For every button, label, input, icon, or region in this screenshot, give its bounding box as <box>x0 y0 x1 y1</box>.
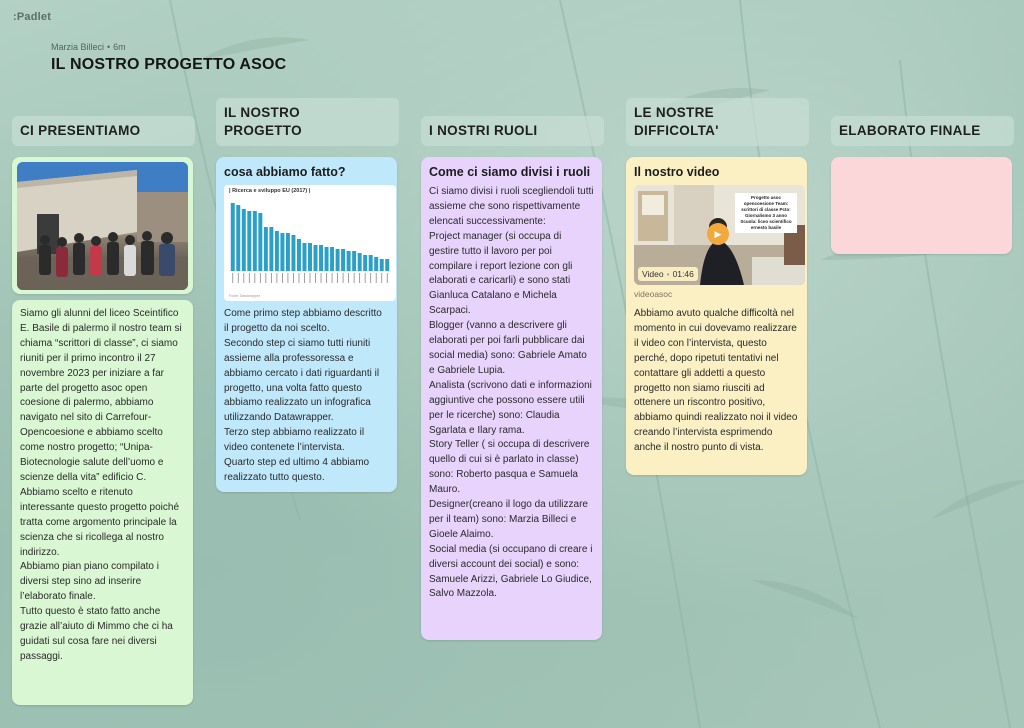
video-meta-separator: • <box>666 269 670 279</box>
chart-bar <box>374 257 378 271</box>
difficolta-text: Abbiamo avuto qualche difficoltà nel momento in cui dovevamo realizzare il video con l’intervista, questo perché, dopo ripetuti tentativi nel contattare gli addetti a questo progetto non siamo riusciti ad ottenere un riscontro positivo, abbiamo quindi realizzato noi il video creando l’intervista esprimendo anche il nostro punto di vista. <box>634 308 798 454</box>
presentiamo-text: Siamo gli alunni del liceo Sceintifico E. Basile di palermo il nostro team si chiama “scrittori di classe”, ci siamo riuniti per il primo incontro il 27 novembre 2023 per iniziare a far parte del progetto asoc open coesione di palermo, abbiamo navigato nel sito di Carrefour-Opencoesione e abbiamo scelto come nostro progetto; “Unipa-Biotecnologie salute dell’uomo e scienze della vita” edificio C. Abbiamo scelto e ritenuto interessante questo progetto poiché tratta come argomento principale la scienza che si ricollega al nostro indirizzo. Abbiamo pian piano compilato i diversi step sino ad inserire l’elaborato finale. Tutto questo è stato fatto anche grazie all’aiuto di Mimmo che ci ha guidati sul cosa fare nei diversi passaggi. <box>20 308 182 662</box>
chart-tick-label <box>332 273 333 283</box>
video-duration: 01:46 <box>672 269 694 279</box>
video-source[interactable]: videoasoc <box>634 289 673 299</box>
presentiamo-text-card[interactable] <box>12 300 193 705</box>
infographic-chart[interactable] <box>224 185 396 301</box>
chart-tick-label <box>260 273 261 283</box>
progetto-text: Come primo step abbiamo descritto il progetto da noi scelto. Secondo step ci siamo tutti riuniti assieme alla professoressa e abbiamo cercato i dati riguardanti il progetto, una volta fatto questo abbiamo realizzato un infografica utilizzando Datawrapper. Terzo step abbiamo realizzato il video contenete l’intervista. Quarto step ed ultimo 4 abbiamo realizzato tutto questo. <box>224 308 382 483</box>
chart-tick-label <box>359 273 360 283</box>
chart-bar <box>308 243 312 271</box>
column-header-difficolta[interactable]: LE NOSTRE DIFFICOLTA' <box>626 98 809 146</box>
photo-card[interactable] <box>12 157 193 294</box>
chart-tick-label <box>249 273 250 283</box>
chart-bar <box>291 235 295 271</box>
chart-bar <box>247 211 251 271</box>
video-meta <box>638 267 698 281</box>
chart-tick-label <box>310 273 311 283</box>
video-type: Video <box>642 269 664 279</box>
chart-tick-label <box>381 273 382 283</box>
chart-tick-label <box>282 273 283 283</box>
author-name: Marzia Billeci <box>51 42 105 52</box>
column-header-progetto[interactable]: IL NOSTRO PROGETTO <box>216 98 399 146</box>
chart-tick-label <box>387 273 388 283</box>
ruoli-card-title: Come ci siamo divisi i ruoli <box>429 165 591 179</box>
chart-tick-label <box>277 273 278 283</box>
chart-tick-label <box>370 273 371 283</box>
chart-tick-label <box>243 273 244 283</box>
ruoli-card[interactable] <box>421 157 602 640</box>
chart-bar <box>297 239 301 271</box>
chart-bar <box>336 249 340 271</box>
column-header-ruoli[interactable]: I NOSTRI RUOLI <box>421 116 604 146</box>
chart-bar <box>280 233 284 271</box>
chart-tick-label <box>288 273 289 283</box>
progetto-card[interactable] <box>216 157 397 492</box>
video-caption: Progetto asoc opencoesione Team: scrittori di classe Pcto: Giornalismo 3 anno Scuola: liceo scientifico ernesto basile <box>735 193 797 233</box>
board-meta <box>51 42 126 52</box>
chart-tick-label <box>271 273 272 283</box>
play-icon[interactable]: ▶ <box>707 223 729 245</box>
chart-bar <box>286 233 290 271</box>
board-title: IL NOSTRO PROGETTO ASOC <box>51 56 287 73</box>
column-header-presentiamo[interactable]: CI PRESENTIAMO <box>12 116 195 146</box>
chart-tick-label <box>315 273 316 283</box>
chart-tick-label <box>265 273 266 283</box>
chart-tick-label <box>348 273 349 283</box>
chart-bar <box>341 249 345 271</box>
chart-bar <box>253 211 257 271</box>
chart-bar <box>369 255 373 271</box>
chart-tick-label <box>376 273 377 283</box>
chart-bar <box>231 203 235 271</box>
padlet-logo[interactable]: :Padlet <box>13 11 52 23</box>
chart-tick-label <box>238 273 239 283</box>
chart-bar <box>352 251 356 271</box>
chart-bar <box>363 255 367 271</box>
column-header-elaborato[interactable]: ELABORATO FINALE <box>831 116 1014 146</box>
chart-tick-label <box>365 273 366 283</box>
chart-bar <box>385 259 389 271</box>
chart-bar <box>319 245 323 271</box>
chart-tick-label <box>293 273 294 283</box>
chart-bar <box>264 227 268 271</box>
chart-bar <box>358 253 362 271</box>
chart-title: | Ricerca e sviluppo EU (2017) | <box>229 188 311 194</box>
elaborato-card[interactable] <box>831 157 1012 254</box>
chart-tick-label <box>232 273 233 283</box>
ruoli-text: Ci siamo divisi i ruoli scegliendoli tutti assieme che sono rispettivamente elencati successivamente: Project manager (si occupa di gestire tutto il lavoro per poi compilare i report lezione con gli elaborati e caricarli) e sono stati Gianluca Catalano e Michela Scarpaci. Blogger (vanno a descrivere gli elaborati per poi farli pubblicare dai social media) sono: Gabriele Amato e Gabriele Lupia. Analista (scrivono dati e informazioni aggiuntive che possono essere utili per le ricerche) sono: Claudia Sgarlata e Ilary rama. Story Teller ( si occupa di descrivere quello di cui si è parlato in classe) sono: Roberto pasqua e Samuela Mauro. Designer(creano il logo da utilizzare per il team) sono: Marzia Billeci e Gioele Alaimo. Social media (si occupano di creare i diversi account dei social) e sono: Samuele Arizzi, Gabriele Lo Giudice, Salvo Mazzola. <box>429 186 594 600</box>
chart-tick-label <box>254 273 255 283</box>
chart-bar <box>303 243 307 271</box>
chart-bar <box>325 247 329 271</box>
chart-tick-label <box>343 273 344 283</box>
group-photo[interactable] <box>17 162 188 290</box>
chart-bar <box>258 213 262 271</box>
video-thumbnail[interactable] <box>634 185 805 285</box>
chart-bar <box>242 209 246 271</box>
difficolta-card-title: Il nostro video <box>634 165 720 179</box>
post-time: 6m <box>113 42 126 52</box>
chart-bar <box>269 227 273 271</box>
chart-bar <box>236 205 240 271</box>
chart-bar <box>275 231 279 271</box>
chart-tick-label <box>337 273 338 283</box>
chart-bar <box>380 259 384 271</box>
chart-tick-label <box>326 273 327 283</box>
meta-separator: • <box>107 42 111 52</box>
chart-bar <box>314 245 318 271</box>
difficolta-card[interactable] <box>626 157 807 475</box>
chart-tick-label <box>321 273 322 283</box>
chart-source: Fonte: Datawrapper <box>229 294 260 298</box>
chart-tick-label <box>299 273 300 283</box>
progetto-card-title: cosa abbiamo fatto? <box>224 165 346 179</box>
bar-chart-svg <box>224 185 396 301</box>
chart-tick-label <box>354 273 355 283</box>
chart-tick-label <box>304 273 305 283</box>
group-photo-image <box>17 162 188 290</box>
chart-bar <box>330 247 334 271</box>
chart-bar <box>347 251 351 271</box>
